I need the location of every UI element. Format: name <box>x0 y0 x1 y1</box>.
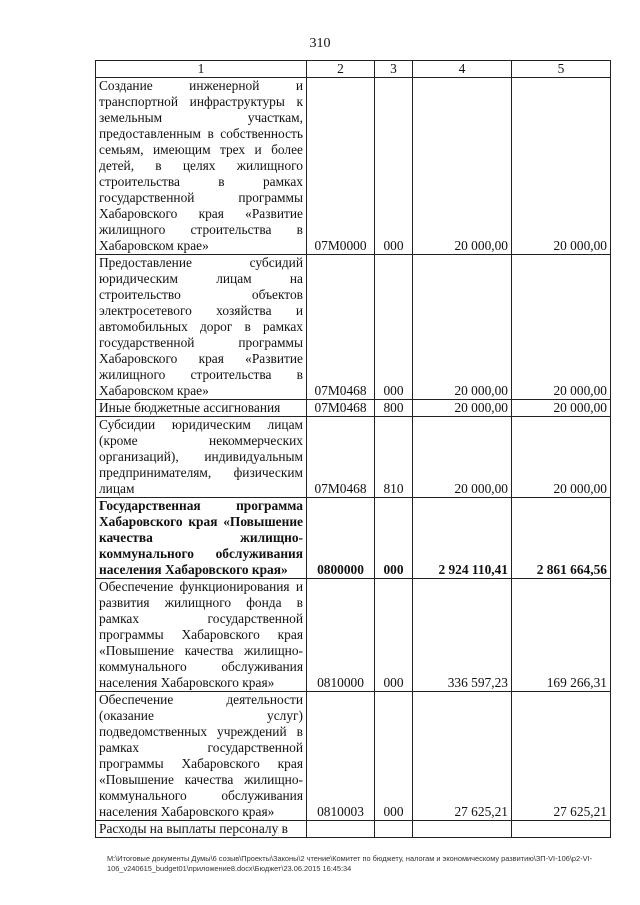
header-cell: 5 <box>512 61 611 78</box>
row-sum1: 20 000,00 <box>413 400 512 417</box>
table-row <box>96 692 611 821</box>
row-name: Государственная программа Хабаровского края «Повышение качества жилищно-коммунального обслуживания населения Хабаровского края» <box>96 498 307 579</box>
row-name: Иные бюджетные ассигнования <box>96 400 307 417</box>
file-path-footer: M:\Итоговые документы Думы\6 созыв\Проекты\Законы\2 чтение\Комитет по бюджету, налогам и экономическому развитию\ЗП-VI-106\р2-VI-106_v240615_budget01\приложение8.docx\Бюджет\23.06.2015 16:45:34 <box>107 854 593 873</box>
row-name: Субсидии юридическим лицам (кроме некоммерческих организаций), индивидуальным предпринимателям, физическим лицам <box>96 417 307 498</box>
row-type: 000 <box>375 579 413 692</box>
row-sum2: 20 000,00 <box>512 78 611 255</box>
row-sum2: 20 000,00 <box>512 417 611 498</box>
row-code: 0800000 <box>307 498 375 579</box>
row-type: 800 <box>375 400 413 417</box>
table-row-program <box>96 498 611 579</box>
table-row <box>96 400 611 417</box>
row-sum1: 20 000,00 <box>413 417 512 498</box>
header-cell: 4 <box>413 61 512 78</box>
row-sum2: 27 625,21 <box>512 692 611 821</box>
header-cell: 2 <box>307 61 375 78</box>
header-cell: 1 <box>96 61 307 78</box>
table-row <box>96 579 611 692</box>
row-sum1: 27 625,21 <box>413 692 512 821</box>
row-sum2: 169 266,31 <box>512 579 611 692</box>
row-code: 0810000 <box>307 579 375 692</box>
page-number: 310 <box>309 36 331 51</box>
row-sum2 <box>512 821 611 838</box>
row-code: 0810003 <box>307 692 375 821</box>
row-name: Создание инженерной и транспортной инфраструктуры к земельным участкам, предоставленным в собственность семьям, имеющим трех и более детей, в целях жилищного строительства в рамках государственной программы Хабаровского края «Развитие жилищного строительства в Хабаровском крае» <box>96 78 307 255</box>
row-sum1: 20 000,00 <box>413 78 512 255</box>
table-row <box>96 255 611 400</box>
row-type: 810 <box>375 417 413 498</box>
table-header-row <box>96 61 611 78</box>
row-name: Обеспечение деятельности (оказание услуг) подведомственных учреждений в рамках государственной программы Хабаровского края «Повышение качества жилищно-коммунального обслуживания населения Хабаровского края» <box>96 692 307 821</box>
row-type: 000 <box>375 78 413 255</box>
row-sum2: 20 000,00 <box>512 400 611 417</box>
row-sum1: 336 597,23 <box>413 579 512 692</box>
budget-table <box>95 60 611 838</box>
row-code: 07М0468 <box>307 417 375 498</box>
row-code: 07М0000 <box>307 78 375 255</box>
row-sum2: 20 000,00 <box>512 255 611 400</box>
row-sum2: 2 861 664,56 <box>512 498 611 579</box>
row-sum1: 20 000,00 <box>413 255 512 400</box>
row-type <box>375 821 413 838</box>
row-code: 07М0468 <box>307 400 375 417</box>
row-type: 000 <box>375 498 413 579</box>
row-name: Предоставление субсидий юридическим лицам на строительство объектов электросетевого хозяйства и автомобильных дорог в рамках государственной программы Хабаровского края «Развитие жилищного строительства в Хабаровском крае» <box>96 255 307 400</box>
row-code <box>307 821 375 838</box>
row-name: Обеспечение функционирования и развития жилищного фонда в рамках государственной программы Хабаровского края «Повышение качества жилищно-коммунального обслуживания населения Хабаровского края» <box>96 579 307 692</box>
row-sum1 <box>413 821 512 838</box>
table-row <box>96 821 611 838</box>
table-row <box>96 417 611 498</box>
row-name: Расходы на выплаты персоналу в <box>96 821 307 838</box>
header-cell: 3 <box>375 61 413 78</box>
table-row <box>96 78 611 255</box>
row-type: 000 <box>375 255 413 400</box>
row-code: 07М0468 <box>307 255 375 400</box>
row-type: 000 <box>375 692 413 821</box>
row-sum1: 2 924 110,41 <box>413 498 512 579</box>
